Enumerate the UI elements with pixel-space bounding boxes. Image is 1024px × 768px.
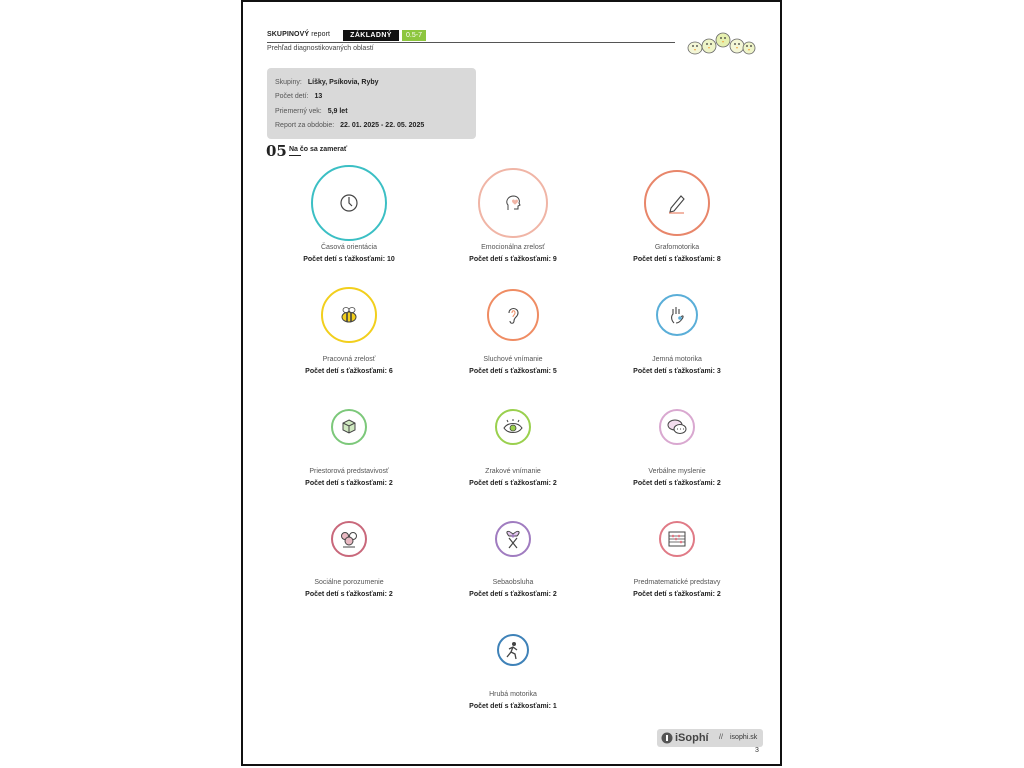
report-title-rest: report <box>311 31 331 38</box>
area-label: Sluchové vnímanie <box>483 356 543 363</box>
children-row <box>275 93 322 100</box>
area-label: Predmatematické predstavy <box>633 579 721 586</box>
report-title <box>267 31 330 38</box>
footer-site-link[interactable]: isophi.sk <box>730 734 758 741</box>
area-count: Počet detí s ťažkosťami: 10 <box>303 256 395 263</box>
groups-label: Skupiny: <box>275 79 302 86</box>
area-count: Počet detí s ťažkosťami: 1 <box>469 703 557 710</box>
area-count: Počet detí s ťažkosťami: 9 <box>469 256 557 263</box>
section-title: Na čo sa zamerať <box>289 146 348 153</box>
period-label: Report za obdobie: <box>275 122 335 129</box>
area-circle <box>656 294 698 336</box>
area-circle <box>311 165 387 241</box>
area-count: Počet detí s ťažkosťami: 8 <box>633 256 721 263</box>
area-label: Priestorová predstavivosť <box>309 468 389 475</box>
area-count: Počet detí s ťažkosťami: 3 <box>633 368 721 375</box>
children-label: Počet detí: <box>275 93 309 100</box>
area-count: Počet detí s ťažkosťami: 5 <box>469 368 557 375</box>
section-number: 05 <box>266 142 287 160</box>
area-circle <box>495 521 531 557</box>
summary-box <box>267 68 476 139</box>
period-value: 22. 01. 2025 - 22. 05. 2025 <box>340 122 425 129</box>
area-label: Verbálne myslenie <box>648 468 706 475</box>
age-label: Priemerný vek: <box>275 108 322 115</box>
area-label: Pracovná zrelosť <box>322 356 376 363</box>
area-circle <box>478 168 548 238</box>
area-label: Sociálne porozumenie <box>314 579 384 586</box>
area-label: Časová orientácia <box>320 244 378 251</box>
report-title-bold: SKUPINOVÝ <box>267 31 310 38</box>
area-label: Emocionálna zrelosť <box>481 244 545 251</box>
area-circle <box>644 170 710 236</box>
area-circle <box>659 521 695 557</box>
footer-brand <box>657 729 763 747</box>
area-circle <box>331 409 367 445</box>
page-number: 3 <box>755 747 759 754</box>
isophi-logo-icon <box>661 732 673 744</box>
area-count: Počet detí s ťažkosťami: 2 <box>633 480 721 487</box>
children-value: 13 <box>314 93 323 100</box>
age-row <box>275 108 348 115</box>
area-label: Jemná motorika <box>652 356 702 363</box>
area-circle <box>331 521 367 557</box>
groups-value: Líšky, Psíkovia, Ryby <box>307 79 379 86</box>
area-label: Grafomotorika <box>654 244 700 251</box>
area-count: Počet detí s ťažkosťami: 2 <box>469 591 557 598</box>
birds-logo-icon <box>685 26 759 60</box>
area-count: Počet detí s ťažkosťami: 2 <box>469 480 557 487</box>
level-badge: ZÁKLADNÝ <box>343 30 399 41</box>
area-label: Hrubá motorika <box>489 691 537 698</box>
report-page <box>241 0 782 766</box>
period-row <box>275 122 424 129</box>
area-circle <box>487 289 539 341</box>
area-circle <box>495 409 531 445</box>
footer-separator: // <box>719 734 723 741</box>
area-circle <box>659 409 695 445</box>
area-circle <box>321 287 377 343</box>
area-count: Počet detí s ťažkosťami: 6 <box>305 368 393 375</box>
area-circle <box>497 634 529 666</box>
groups-row <box>275 79 379 86</box>
report-subtitle: Prehľad diagnostikovaných oblastí <box>267 45 374 52</box>
area-count: Počet detí s ťažkosťami: 2 <box>305 480 393 487</box>
header-divider <box>267 42 675 43</box>
area-count: Počet detí s ťažkosťami: 2 <box>633 591 721 598</box>
area-label: Sebaobsluha <box>492 579 534 586</box>
area-count: Počet detí s ťažkosťami: 2 <box>305 591 393 598</box>
footer-logo-text: iSophí <box>675 732 709 744</box>
area-label: Zrakové vnímanie <box>485 468 541 475</box>
age-value: 5,9 let <box>327 108 348 115</box>
age-badge: 0.5-7 <box>402 30 426 41</box>
section-underline <box>289 155 301 156</box>
